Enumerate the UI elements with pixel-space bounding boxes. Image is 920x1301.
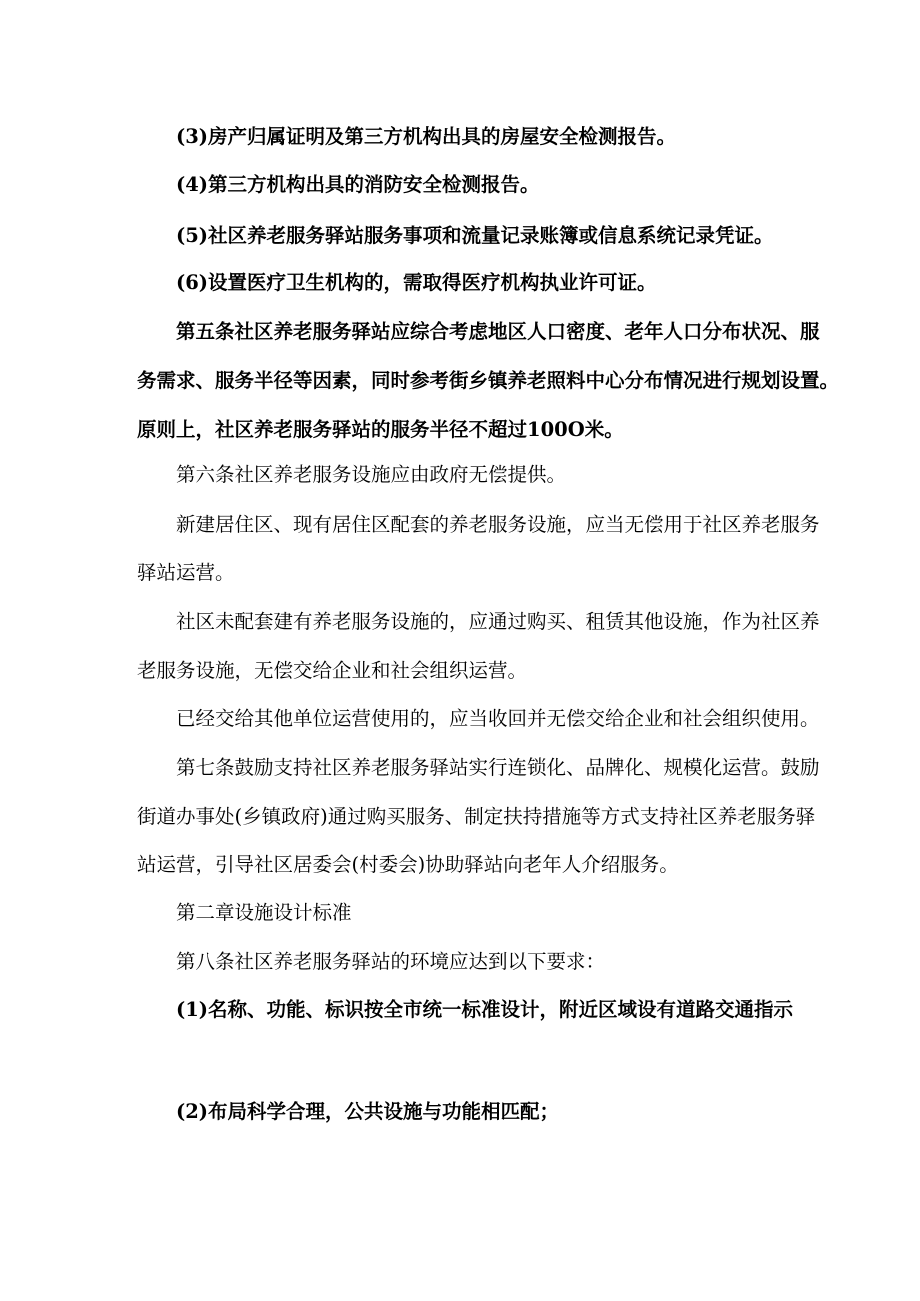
requirement-2: (2)布局科学合理，公共设施与功能相匹配；: [176, 1100, 560, 1123]
item-5: (5)社区养老服务驿站服务事项和流量记录账簿或信息系统记录凭证。: [176, 224, 774, 247]
item-3: (3)房产归属证明及第三方机构出具的房屋安全检测报告。: [176, 125, 677, 148]
article-5-line-2: 务需求、服务半径等因素，同时参考街乡镇养老照料中心分布情况进行规划设置。: [137, 369, 840, 392]
article-8: 第八条社区养老服务驿站的环境应达到以下要求：: [176, 950, 606, 973]
article-7-line-2: 街道办事处(乡镇政府)通过购买服务、制定扶持措施等方式支持社区养老服务驿: [137, 805, 816, 828]
article-6: 第六条社区养老服务设施应由政府无偿提供。: [176, 463, 567, 486]
article-7-line-1: 第七条鼓励支持社区养老服务驿站实行连锁化、品牌化、规模化运营。鼓励: [176, 756, 820, 779]
requirement-1: (1)名称、功能、标识按全市统一标准设计，附近区域设有道路交通指示: [176, 998, 794, 1021]
item-4: (4)第三方机构出具的消防安全检测报告。: [176, 173, 540, 196]
paragraph-no-facility-line-1: 社区未配套建有养老服务设施的，应通过购买、租赁其他设施，作为社区养: [176, 610, 820, 633]
paragraph-new-residential-line-1: 新建居住区、现有居住区配套的养老服务设施，应当无偿用于社区养老服务: [176, 513, 820, 536]
paragraph-new-residential-line-2: 驿站运营。: [137, 561, 235, 584]
item-6: (6)设置医疗卫生机构的，需取得医疗机构执业许可证。: [176, 271, 657, 294]
paragraph-reclaim: 已经交给其他单位运营使用的，应当收回并无偿交给企业和社会组织使用。: [176, 707, 820, 730]
chapter-2-heading: 第二章设施设计标准: [176, 901, 352, 924]
article-5-line-1: 第五条社区养老服务驿站应综合考虑地区人口密度、老年人口分布状况、服: [176, 320, 820, 343]
article-7-line-3: 站运营，引导社区居委会(村委会)协助驿站向老年人介绍服务。: [137, 853, 679, 876]
article-5-line-3: 原则上，社区养老服务驿站的服务半径不超过100O米。: [137, 418, 624, 441]
paragraph-no-facility-line-2: 老服务设施，无偿交给企业和社会组织运营。: [137, 659, 528, 682]
